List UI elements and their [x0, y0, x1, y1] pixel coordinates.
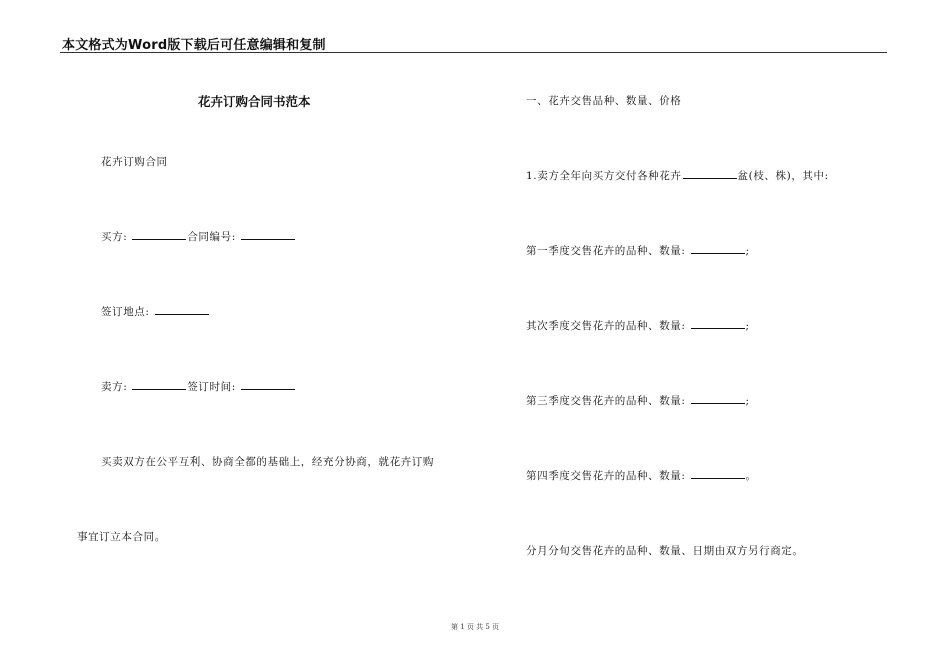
quarter-1-label: 第一季度交售花卉的品种、数量: [526, 245, 686, 257]
sign-time-label: 签订时间: [187, 381, 236, 393]
intro-paragraph-line2: 事宜订立本合同。 [77, 531, 166, 543]
quarter-3-blank[interactable] [691, 402, 745, 404]
page-footer: 第 1 页 共 5 页 [450, 623, 500, 631]
seller-line [101, 379, 296, 394]
quarter-2-end: ; [745, 320, 750, 332]
item-1-blank[interactable] [683, 177, 737, 179]
contract-name: 花卉订购合同 [101, 156, 168, 168]
quarter-1-end: ; [745, 245, 750, 257]
quarter-4-label: 第四季度交售花卉的品种、数量: [526, 470, 686, 482]
quarter-1-blank[interactable] [691, 252, 745, 254]
section-heading-1: 一、花卉交售品种、数量、价格 [526, 95, 682, 107]
header-banner: 本文格式为Word版下载后可任意编辑和复制 [62, 38, 326, 53]
header-divider [60, 52, 887, 53]
quarter-2-line [526, 318, 750, 333]
contract-no-label: 合同编号: [187, 231, 236, 243]
seller-blank[interactable] [132, 388, 186, 390]
quarter-4-end: 。 [745, 470, 757, 482]
quarter-3-line [526, 393, 750, 408]
quarter-4-blank[interactable] [691, 477, 745, 479]
place-blank[interactable] [155, 313, 209, 315]
buyer-label: 买方: [101, 231, 128, 243]
item-1-prefix: 1.卖方全年向买方交付各种花卉 [526, 170, 682, 182]
quarter-3-label: 第三季度交售花卉的品种、数量: [526, 395, 686, 407]
sign-time-blank[interactable] [241, 388, 295, 390]
item-1-line [526, 168, 829, 183]
document-title: 花卉订购合同书范本 [198, 94, 311, 109]
buyer-blank[interactable] [132, 238, 186, 240]
quarter-4-line [526, 468, 757, 483]
place-line [101, 304, 210, 319]
quarter-2-label: 其次季度交售花卉的品种、数量: [526, 320, 686, 332]
place-label: 签订地点: [101, 306, 150, 318]
intro-paragraph-line1: 买卖双方在公平互利、协商全都的基础上，经充分协商，就花卉订购 [101, 456, 434, 468]
quarter-2-blank[interactable] [691, 327, 745, 329]
buyer-line [101, 229, 296, 244]
quarter-3-end: ; [745, 395, 750, 407]
monthly-delivery-note: 分月分旬交售花卉的品种、数量、日期由双方另行商定。 [526, 545, 804, 557]
item-1-suffix: 盆(枝、株)，其中: [737, 170, 829, 182]
quarter-1-line [526, 243, 750, 258]
contract-no-blank[interactable] [241, 238, 295, 240]
seller-label: 卖方: [101, 381, 128, 393]
